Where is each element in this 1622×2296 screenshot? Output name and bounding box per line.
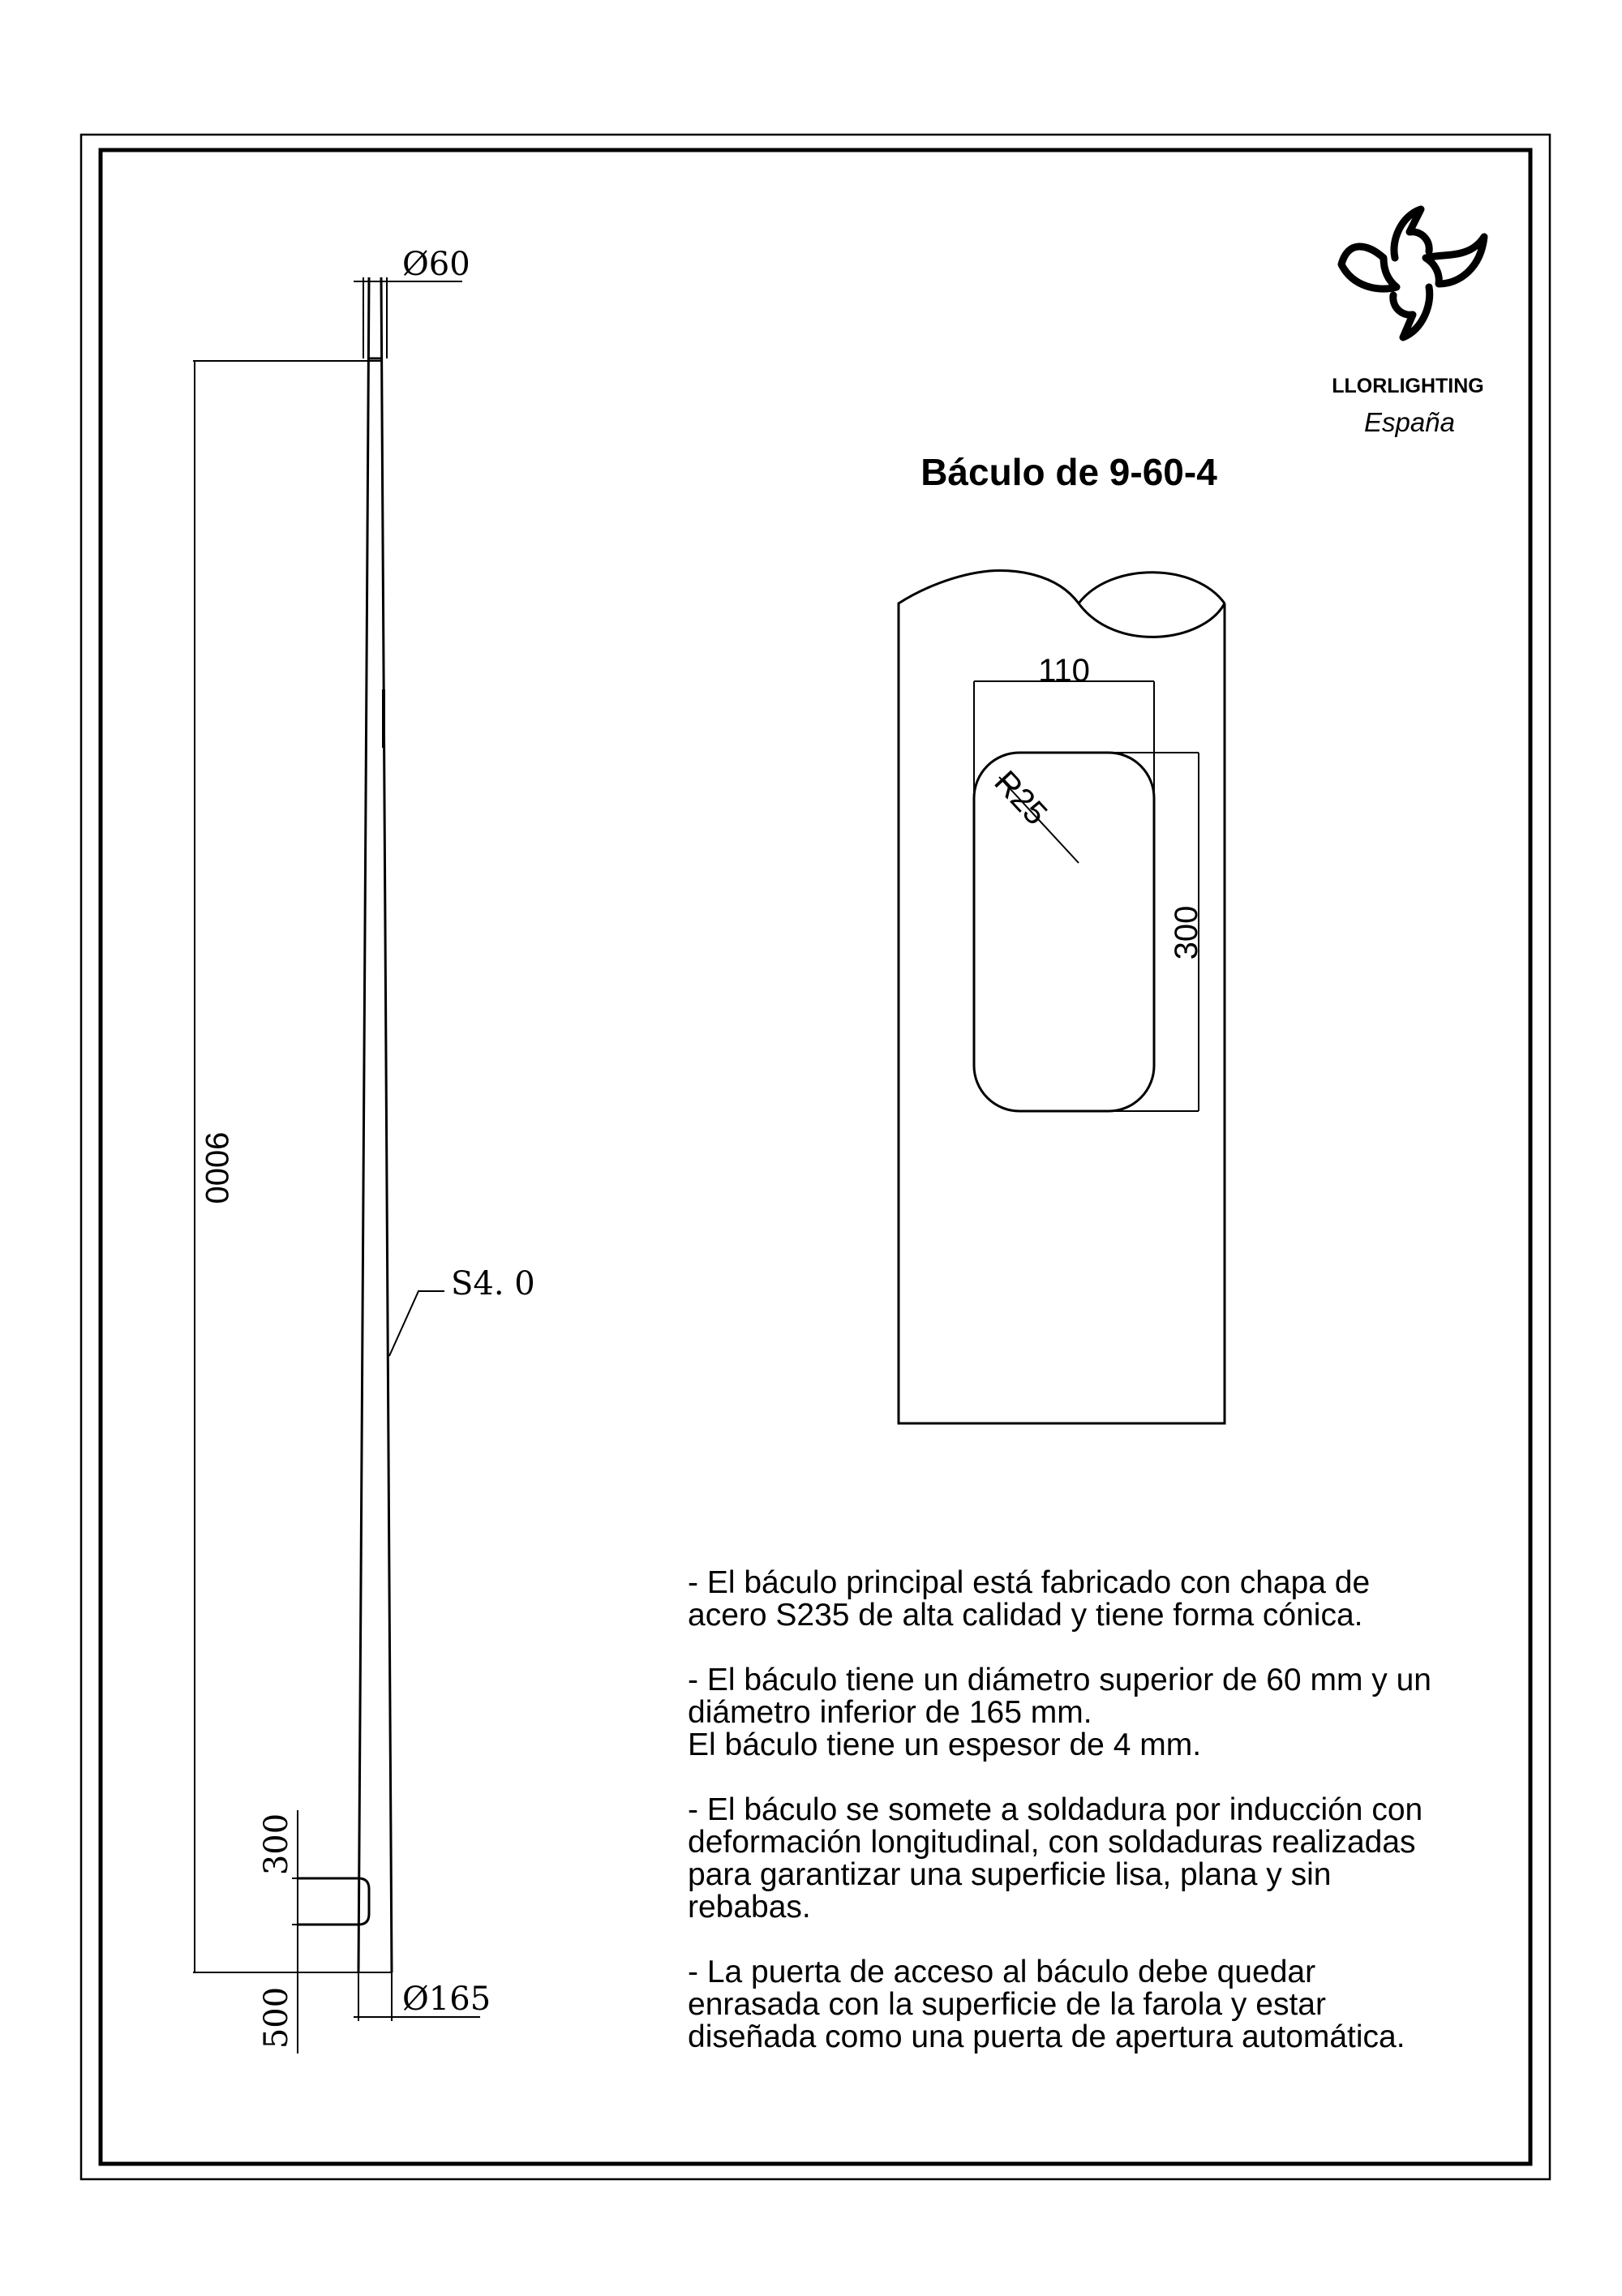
note-door: - La puerta de acceso al báculo debe quedar enrasada con la superficie de la farola y estar diseñada como una puerta de apertura automática. bbox=[688, 1955, 1405, 2054]
propeller-icon bbox=[1341, 209, 1484, 337]
drawing-title: Báculo de 9-60-4 bbox=[920, 451, 1217, 493]
bottom-diameter-label: Ø165 bbox=[402, 1981, 491, 2018]
thickness-leader bbox=[389, 1291, 444, 1356]
note-welding: - El báculo se somete a soldadura por inducción con deformación longitudinal, con soldaduras realizadas para garantizar una superficie lisa, plana y sin rebabas. bbox=[688, 1792, 1423, 1925]
door-offset-label: 500 bbox=[258, 1986, 295, 2049]
door-detail-view bbox=[899, 571, 1225, 1423]
radius-label: R25 bbox=[987, 764, 1054, 832]
pole-seam-marker bbox=[382, 689, 385, 748]
note-material: - El báculo principal está fabricado con chapa de acero S235 de alta calidad y tiene forma cónica. bbox=[688, 1565, 1371, 1633]
top-diameter-label: Ø60 bbox=[402, 246, 470, 283]
height-label: 9000 bbox=[199, 1131, 234, 1204]
note-diameters: - El báculo tiene un diámetro superior de 60 mm y un diámetro inferior de 165 mm. El báculo tiene un espesor de 4 mm. bbox=[688, 1663, 1431, 1762]
pole-left-edge bbox=[358, 277, 369, 1972]
door-opening bbox=[974, 753, 1154, 1111]
brand-country: España bbox=[1364, 407, 1455, 437]
pole-elevation-view bbox=[193, 246, 535, 2054]
door-detail-height-label: 300 bbox=[1169, 905, 1204, 960]
door-width-label: 110 bbox=[1038, 653, 1090, 689]
brand-name: LLORLIGHTING bbox=[1332, 375, 1484, 397]
door-detail-outline bbox=[899, 571, 1225, 1423]
thickness-label: S4. 0 bbox=[451, 1265, 535, 1302]
llorlighting-logo bbox=[1332, 209, 1484, 437]
pole-right-edge bbox=[381, 277, 392, 1972]
door-height-label: 300 bbox=[258, 1813, 295, 1876]
specification-notes bbox=[688, 1567, 1507, 2086]
door-detail-arc bbox=[1079, 573, 1225, 603]
